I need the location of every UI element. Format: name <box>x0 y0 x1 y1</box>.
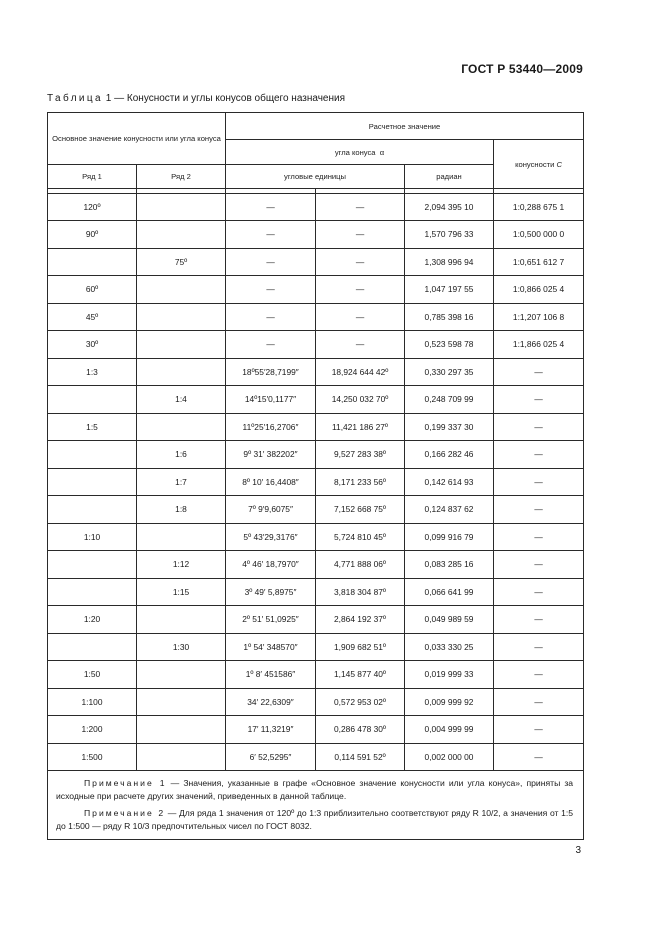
table-row <box>48 413 584 441</box>
cell-angle-dms: 34′ 22,6309″ <box>226 688 316 716</box>
caption-number: 1 <box>105 93 112 104</box>
cell-row-1 <box>48 248 137 276</box>
table-row <box>48 496 584 524</box>
cell-radian: 0,142 614 93 <box>405 468 494 496</box>
cell-row-2: 1:8 <box>137 496 226 524</box>
cell-row-2 <box>137 303 226 331</box>
cell-angle-deg: 18,924 644 42º <box>316 358 405 386</box>
cell-angle-deg: 9,527 283 38º <box>316 441 405 469</box>
cell-taper: — <box>494 578 584 606</box>
cell-taper: 1:0,651 612 7 <box>494 248 584 276</box>
cell-radian: 0,523 598 78 <box>405 331 494 359</box>
table-row <box>48 248 584 276</box>
cell-taper: 1:0,500 000 0 <box>494 221 584 249</box>
cell-radian: 1,047 197 55 <box>405 276 494 304</box>
cell-taper: — <box>494 688 584 716</box>
table-row <box>48 633 584 661</box>
cell-angle-deg: — <box>316 276 405 304</box>
cell-taper: — <box>494 716 584 744</box>
cell-radian: 0,166 282 46 <box>405 441 494 469</box>
cell-row-1: 1:200 <box>48 716 137 744</box>
cell-angle-deg: 5,724 810 45º <box>316 523 405 551</box>
cell-radian: 1,570 796 33 <box>405 221 494 249</box>
cell-angle-dms: 9º 31′ 382202″ <box>226 441 316 469</box>
cell-angle-deg: 0,286 478 30º <box>316 716 405 744</box>
caption-text: — Конусности и углы конусов общего назначения <box>111 93 346 104</box>
cell-angle-deg: 11,421 186 27º <box>316 413 405 441</box>
cell-radian: 0,099 916 79 <box>405 523 494 551</box>
cell-taper: 1:1,207 106 8 <box>494 303 584 331</box>
cell-row-2: 1:12 <box>137 551 226 579</box>
cell-angle-dms: — <box>226 248 316 276</box>
table-row <box>48 743 584 771</box>
cell-row-1 <box>48 551 137 579</box>
taper-symbol: C <box>556 159 562 169</box>
header-row-1: Ряд 1 <box>48 165 137 189</box>
cell-row-2 <box>137 276 226 304</box>
cell-row-2: 1:4 <box>137 386 226 414</box>
cell-angle-dms: 6′ 52,5295″ <box>226 743 316 771</box>
cell-taper: 1:0,866 025 4 <box>494 276 584 304</box>
cell-angle-dms: — <box>226 331 316 359</box>
taper-table <box>47 112 584 840</box>
table-header <box>48 113 584 194</box>
table-row <box>48 221 584 249</box>
cell-row-2: 1:7 <box>137 468 226 496</box>
cell-radian: 0,124 837 62 <box>405 496 494 524</box>
cell-angle-deg: — <box>316 303 405 331</box>
table-row <box>48 661 584 689</box>
cell-row-1: 1:20 <box>48 606 137 634</box>
table-row <box>48 194 584 221</box>
cell-angle-deg: 0,114 591 52º <box>316 743 405 771</box>
header-basic-value: Основное значение конусности или угла конуса <box>48 113 226 165</box>
table-row <box>48 551 584 579</box>
cell-angle-dms: — <box>226 221 316 249</box>
cell-row-2: 1:15 <box>137 578 226 606</box>
cell-row-1 <box>48 468 137 496</box>
notes-cell <box>48 771 584 840</box>
cell-row-2 <box>137 221 226 249</box>
cell-row-2 <box>137 606 226 634</box>
cell-taper: — <box>494 523 584 551</box>
table-body <box>48 194 584 771</box>
note-2-text: — Для ряда 1 значения от 120º до 1:3 приблизительно соответствуют ряду R 10/2, а значения от 1:5 до 1:500 — ряду R 10/3 предпочтительных чисел по ГОСТ 8032. <box>56 808 574 831</box>
cell-radian: 0,009 999 92 <box>405 688 494 716</box>
cell-taper: 1:0,288 675 1 <box>494 194 584 221</box>
cell-angle-deg: — <box>316 221 405 249</box>
cell-row-1: 90º <box>48 221 137 249</box>
cell-taper: — <box>494 606 584 634</box>
cell-row-1: 1:500 <box>48 743 137 771</box>
header-taper <box>494 140 584 189</box>
cell-angle-deg: 4,771 888 06º <box>316 551 405 579</box>
cell-row-2 <box>137 194 226 221</box>
cell-row-2 <box>137 523 226 551</box>
cell-angle-deg: 3,818 304 87º <box>316 578 405 606</box>
cell-taper: — <box>494 386 584 414</box>
table-row <box>48 441 584 469</box>
cell-row-2 <box>137 413 226 441</box>
cell-angle-dms: 18º55′28,7199″ <box>226 358 316 386</box>
table-row <box>48 578 584 606</box>
cell-taper: — <box>494 441 584 469</box>
cell-taper: 1:1,866 025 4 <box>494 331 584 359</box>
cell-angle-dms: 8º 10′ 16,4408″ <box>226 468 316 496</box>
cell-radian: 0,785 398 16 <box>405 303 494 331</box>
cell-angle-dms: 11º25′16,2706″ <box>226 413 316 441</box>
cell-angle-dms: 3º 49′ 5,8975″ <box>226 578 316 606</box>
table-row <box>48 331 584 359</box>
cell-radian: 0,248 709 99 <box>405 386 494 414</box>
cell-row-2 <box>137 661 226 689</box>
table-row <box>48 606 584 634</box>
note-2-label: Примечание 2 <box>84 808 166 818</box>
standard-header: ГОСТ Р 53440—2009 <box>461 62 583 76</box>
table-row <box>48 276 584 304</box>
cell-radian: 0,004 999 99 <box>405 716 494 744</box>
alpha-symbol: α <box>379 147 385 157</box>
header-calculated-value: Расчетное значение <box>226 113 584 140</box>
cell-radian: 0,066 641 99 <box>405 578 494 606</box>
table-caption <box>47 93 345 104</box>
cell-row-1: 1:5 <box>48 413 137 441</box>
cell-taper: — <box>494 468 584 496</box>
cell-radian: 0,033 330 25 <box>405 633 494 661</box>
cell-radian: 2,094 395 10 <box>405 194 494 221</box>
cell-row-1 <box>48 386 137 414</box>
cell-angle-dms: 1º 54′ 348570″ <box>226 633 316 661</box>
cell-row-2: 1:6 <box>137 441 226 469</box>
header-taper-label: конусности <box>515 159 555 169</box>
cell-angle-dms: 4º 46′ 18,7970″ <box>226 551 316 579</box>
table-row <box>48 468 584 496</box>
table-row <box>48 386 584 414</box>
cell-radian: 0,330 297 35 <box>405 358 494 386</box>
cell-row-2 <box>137 743 226 771</box>
cell-angle-dms: 7º 9′9,6075″ <box>226 496 316 524</box>
cell-row-2 <box>137 716 226 744</box>
cell-angle-deg: 8,171 233 56º <box>316 468 405 496</box>
cell-angle-dms: 14º15′0,1177″ <box>226 386 316 414</box>
note-1 <box>56 777 573 803</box>
header-radian: радиан <box>405 165 494 189</box>
cell-row-1: 120º <box>48 194 137 221</box>
cell-angle-deg: 7,152 668 75º <box>316 496 405 524</box>
cell-row-2 <box>137 331 226 359</box>
cell-row-1: 1:50 <box>48 661 137 689</box>
cell-row-1 <box>48 633 137 661</box>
cell-row-2: 1:30 <box>137 633 226 661</box>
cell-angle-dms: 5º 43′29,3176″ <box>226 523 316 551</box>
cell-angle-deg: 1,145 877 40º <box>316 661 405 689</box>
cell-angle-deg: — <box>316 248 405 276</box>
cell-row-2 <box>137 358 226 386</box>
cell-taper: — <box>494 413 584 441</box>
cell-angle-deg: 1,909 682 51º <box>316 633 405 661</box>
cell-row-1: 1:10 <box>48 523 137 551</box>
cell-row-2: 75º <box>137 248 226 276</box>
header-cone-angle <box>226 140 494 165</box>
cell-row-1 <box>48 496 137 524</box>
cell-row-2 <box>137 688 226 716</box>
cell-angle-dms: — <box>226 194 316 221</box>
cell-angle-deg: 14,250 032 70º <box>316 386 405 414</box>
cell-angle-dms: 17′ 11,3219″ <box>226 716 316 744</box>
note-1-text: — Значения, указанные в графе «Основное значение конусности или угла конуса», приняты за исходные при расчете других значений, приведенных в данной таблице. <box>56 778 574 801</box>
cell-angle-dms: — <box>226 276 316 304</box>
cell-radian: 0,083 285 16 <box>405 551 494 579</box>
cell-radian: 0,199 337 30 <box>405 413 494 441</box>
cell-row-1: 1:3 <box>48 358 137 386</box>
cell-angle-deg: — <box>316 194 405 221</box>
cell-row-1: 1:100 <box>48 688 137 716</box>
cell-row-1 <box>48 578 137 606</box>
table-row <box>48 716 584 744</box>
cell-row-1: 45º <box>48 303 137 331</box>
cell-taper: — <box>494 661 584 689</box>
cell-angle-deg: 2,864 192 37º <box>316 606 405 634</box>
table-row <box>48 523 584 551</box>
cell-angle-dms: 2º 51′ 51,0925″ <box>226 606 316 634</box>
cell-angle-dms: — <box>226 303 316 331</box>
note-2 <box>56 807 573 833</box>
header-cone-angle-label: угла конуса <box>334 147 376 157</box>
cell-radian: 0,019 999 33 <box>405 661 494 689</box>
table-row <box>48 688 584 716</box>
cell-row-1: 60º <box>48 276 137 304</box>
cell-angle-dms: 1º 8′ 451586″ <box>226 661 316 689</box>
page-number: 3 <box>575 845 581 856</box>
cell-row-1: 30º <box>48 331 137 359</box>
header-row-2: Ряд 2 <box>137 165 226 189</box>
cell-angle-deg: 0,572 953 02º <box>316 688 405 716</box>
cell-taper: — <box>494 633 584 661</box>
cell-taper: — <box>494 358 584 386</box>
caption-prefix: Таблица <box>47 93 104 104</box>
cell-radian: 0,049 989 59 <box>405 606 494 634</box>
cell-row-1 <box>48 441 137 469</box>
cell-taper: — <box>494 551 584 579</box>
table-row <box>48 303 584 331</box>
cell-taper: — <box>494 743 584 771</box>
cell-radian: 1,308 996 94 <box>405 248 494 276</box>
header-angular-units: угловые единицы <box>226 165 405 189</box>
table-notes <box>48 771 584 840</box>
note-1-label: Примечание 1 <box>84 778 167 788</box>
cell-radian: 0,002 000 00 <box>405 743 494 771</box>
cell-angle-deg: — <box>316 331 405 359</box>
table-row <box>48 358 584 386</box>
cell-taper: — <box>494 496 584 524</box>
